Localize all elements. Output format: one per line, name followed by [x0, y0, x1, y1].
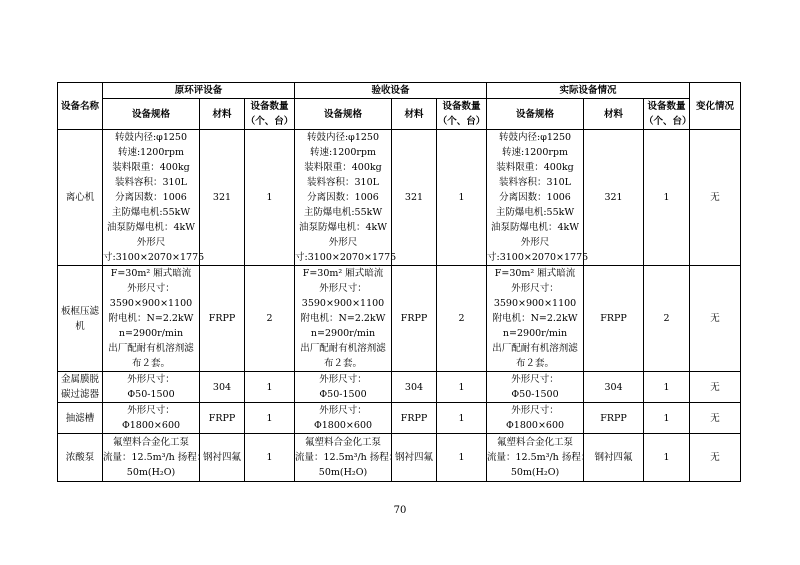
material-cell: FRPP [584, 266, 644, 372]
header-quantity: 设备数量 （个、台） [437, 99, 487, 130]
spec-line: 50m(H₂O) [126, 467, 176, 478]
header-spec: 设备规格 [487, 99, 584, 130]
material-cell: 321 [200, 130, 245, 266]
spec-cell [103, 372, 200, 403]
quantity-cell: 1 [437, 403, 487, 434]
device-name-line: 碳过滤器 [60, 389, 99, 400]
spec-line: 外形尺寸： [319, 283, 367, 294]
spec-line: 布２套。 [516, 358, 555, 369]
spec-cell [295, 403, 392, 434]
change-cell: 无 [690, 372, 741, 403]
quantity-cell: 1 [437, 434, 487, 482]
device-name-line: 金属膜脱 [60, 374, 99, 385]
header-quantity: 设备数量 （个、台） [245, 99, 295, 130]
spec-line: F=30m² 厢式暗流 [302, 268, 384, 279]
spec-line: 转鼓内径:φ1250 [499, 132, 572, 143]
spec-line: Φ50-1500 [319, 389, 367, 400]
equipment-table [57, 82, 741, 482]
spec-line: 装料容积：310L [115, 177, 187, 188]
header-quantity: 设备数量 （个、台） [644, 99, 690, 130]
device-name-line: 板框压滤 [60, 305, 99, 317]
spec-line: 寸:3100×2070×1775 [295, 252, 397, 263]
page-number: 70 [393, 505, 407, 516]
table-row [58, 403, 741, 434]
spec-line: 外形尺寸： [511, 405, 559, 416]
spec-line: Φ1800×600 [121, 420, 181, 431]
spec-cell [103, 434, 207, 482]
material-cell: 321 [392, 130, 437, 266]
header-change: 变化情况 [690, 83, 741, 130]
table-body [58, 130, 741, 482]
material-cell: FRPP [392, 266, 437, 372]
change-cell: 无 [690, 130, 741, 266]
header-material: 材料 [200, 99, 245, 130]
spec-line: F=30m² 厢式暗流 [494, 268, 576, 279]
spec-line: Φ50-1500 [511, 389, 559, 400]
spec-cell [103, 130, 205, 266]
device-name-cell [58, 403, 103, 434]
quantity-cell: 1 [644, 403, 690, 434]
spec-line: 3590×900×1100 [109, 298, 193, 309]
table-row [58, 372, 741, 403]
spec-line: 流量：12.5m³/h 扬程： [103, 452, 207, 463]
table-row [58, 266, 741, 372]
spec-line: 3590×900×1100 [493, 298, 577, 309]
device-name-line: 机 [75, 320, 85, 332]
quantity-cell: 2 [644, 266, 690, 372]
material-cell: 钢衬四氟 [200, 434, 245, 482]
spec-cell [295, 372, 392, 403]
material-cell: 304 [392, 372, 437, 403]
spec-cell [487, 434, 591, 482]
spec-line: 出厂配耐有机溶剂滤 [108, 343, 194, 354]
header-spec: 设备规格 [295, 99, 392, 130]
spec-line: 分离因数：1006 [499, 192, 571, 203]
spec-cell [487, 266, 584, 372]
spec-line: 转鼓内径:φ1250 [114, 132, 188, 143]
spec-line: 氟塑料合金化工泵 [497, 437, 574, 448]
material-cell: 钢衬四氟 [392, 434, 437, 482]
header-device-name: 设备名称 [58, 83, 103, 130]
spec-line: F=30m² 厢式暗流 [110, 268, 192, 279]
device-name-line: 浓酸泵 [65, 452, 95, 463]
quantity-cell: 1 [245, 372, 295, 403]
spec-line: 转速:1200rpm [309, 147, 376, 158]
change-cell: 无 [690, 266, 741, 372]
spec-line: 寸:3100×2070×1775 [487, 252, 589, 263]
spec-line: 转速:1200rpm [117, 147, 184, 158]
spec-line: 分离因数：1006 [115, 192, 187, 203]
spec-line: 布２套。 [323, 358, 362, 369]
material-cell: 304 [584, 372, 644, 403]
header-actual: 实际设备情况 [487, 83, 690, 99]
table-row [58, 130, 741, 266]
spec-line: 装料容积：310L [307, 177, 379, 188]
spec-line: Φ1800×600 [313, 420, 373, 431]
header-original-eia: 原环评设备 [103, 83, 295, 99]
spec-line: 氟塑料合金化工泵 [304, 437, 381, 448]
material-cell: FRPP [392, 403, 437, 434]
spec-line: 装料容积：310L [499, 177, 571, 188]
device-name-line: 离心机 [65, 192, 95, 203]
material-cell: 304 [200, 372, 245, 403]
spec-line: 外形尺寸： [127, 283, 175, 294]
spec-line: 附电机：N=2.2kW [300, 313, 386, 324]
change-cell: 无 [690, 434, 741, 482]
material-cell: FRPP [200, 266, 245, 372]
device-name-cell [58, 130, 103, 266]
spec-line: 外形尺寸： [511, 374, 559, 385]
header-acceptance: 验收设备 [295, 83, 487, 99]
spec-line: 外形尺寸： [127, 405, 175, 416]
spec-cell [103, 403, 200, 434]
spec-line: 附电机：N=2.2kW [108, 313, 194, 324]
spec-line: 50m(H₂O) [318, 467, 368, 478]
quantity-cell: 1 [644, 434, 690, 482]
quantity-cell: 1 [437, 130, 487, 266]
material-cell: 钢衬四氟 [584, 434, 644, 482]
device-name-line: 抽滤槽 [65, 412, 95, 424]
spec-line: 外形尺 [520, 237, 550, 248]
quantity-cell: 2 [245, 266, 295, 372]
header-material: 材料 [584, 99, 644, 130]
spec-cell [103, 266, 200, 372]
spec-line: n=2900r/min [118, 328, 184, 339]
spec-line: 外形尺寸： [127, 374, 175, 385]
spec-line: 主防爆电机:55kW [303, 207, 383, 218]
spec-line: 布２套。 [131, 358, 170, 369]
spec-line: 外形尺寸： [511, 283, 559, 294]
spec-cell [295, 130, 397, 266]
spec-line: n=2900r/min [502, 328, 568, 339]
material-cell: 321 [584, 130, 644, 266]
change-cell: 无 [690, 403, 741, 434]
spec-line: 油泵防爆电机：4kW [106, 222, 196, 233]
spec-line: 油泵防爆电机：4kW [490, 222, 580, 233]
header-material: 材料 [392, 99, 437, 130]
spec-line: 分离因数：1006 [307, 192, 379, 203]
header-spec: 设备规格 [103, 99, 200, 130]
table-row [58, 434, 741, 482]
spec-line: 外形尺 [328, 237, 358, 248]
spec-cell [487, 403, 584, 434]
spec-line: 装料限重：400kg [304, 162, 382, 173]
spec-line: 主防爆电机:55kW [111, 207, 191, 218]
spec-line: 转鼓内径:φ1250 [306, 132, 380, 143]
device-name-cell [58, 372, 103, 403]
spec-line: 出厂配耐有机溶剂滤 [492, 343, 578, 354]
spec-line: 装料限重：400kg [112, 162, 190, 173]
spec-line: n=2900r/min [310, 328, 376, 339]
spec-cell [295, 434, 399, 482]
device-name-cell [58, 266, 103, 372]
spec-line: 附电机：N=2.2kW [492, 313, 578, 324]
spec-line: 外形尺寸： [319, 405, 367, 416]
spec-line: Φ1800×600 [505, 420, 565, 431]
quantity-cell: 2 [437, 266, 487, 372]
quantity-cell: 1 [644, 372, 690, 403]
quantity-cell: 1 [644, 130, 690, 266]
spec-line: 外形尺 [136, 237, 166, 248]
spec-line: 50m(H₂O) [510, 467, 560, 478]
device-name-cell [58, 434, 103, 482]
spec-cell [295, 266, 392, 372]
spec-line: 转速:1200rpm [502, 147, 569, 158]
spec-line: 出厂配耐有机溶剂滤 [300, 343, 386, 354]
spec-line: Φ50-1500 [127, 389, 175, 400]
spec-line: 主防爆电机:55kW [495, 207, 575, 218]
spec-line: 氟塑料合金化工泵 [112, 437, 189, 448]
quantity-cell: 1 [245, 403, 295, 434]
spec-line: 3590×900×1100 [301, 298, 385, 309]
spec-cell [487, 130, 589, 266]
spec-line: 寸:3100×2070×1775 [103, 252, 205, 263]
spec-line: 装料限重：400kg [496, 162, 574, 173]
spec-line: 外形尺寸： [319, 374, 367, 385]
spec-line: 油泵防爆电机：4kW [298, 222, 388, 233]
spec-line: 流量：12.5m³/h 扬程： [295, 452, 399, 463]
header-row-columns [58, 99, 741, 130]
spec-line: 流量：12.5m³/h 扬程： [487, 452, 591, 463]
quantity-cell: 1 [437, 372, 487, 403]
header-row-groups [58, 83, 741, 99]
quantity-cell: 1 [245, 434, 295, 482]
spec-cell [487, 372, 584, 403]
material-cell: FRPP [584, 403, 644, 434]
material-cell: FRPP [200, 403, 245, 434]
quantity-cell: 1 [245, 130, 295, 266]
